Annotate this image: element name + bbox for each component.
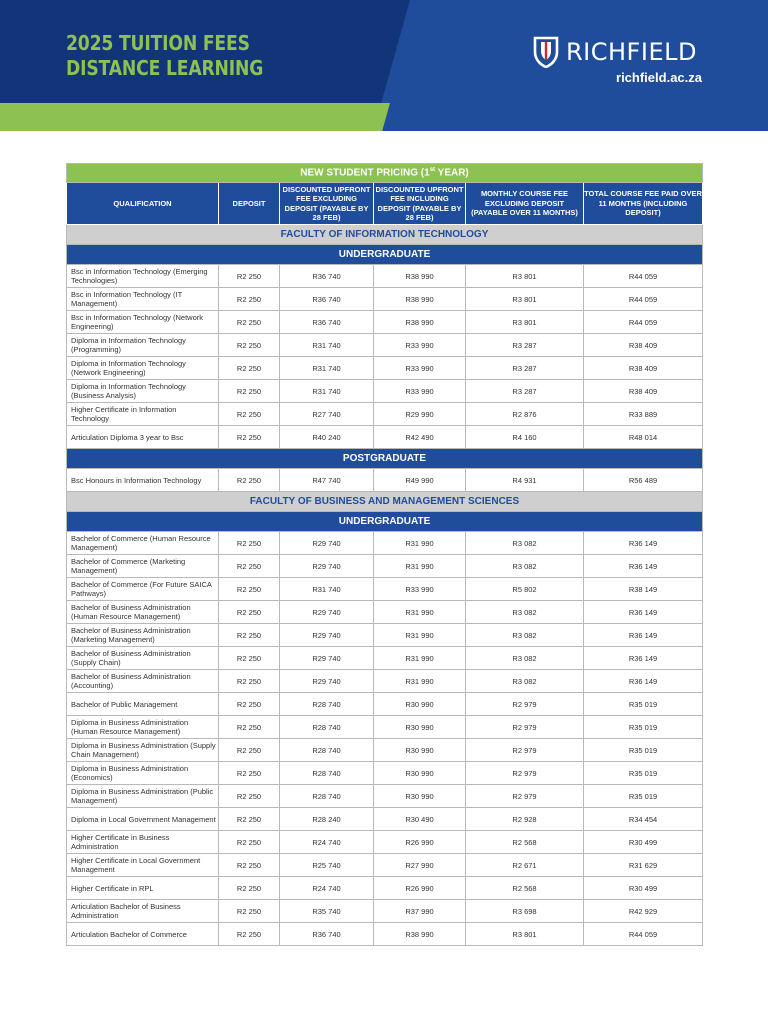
upfront-excl-cell: R28 240: [280, 808, 374, 831]
upfront-excl-cell: R36 740: [280, 311, 374, 334]
col-header-qualification: QUALIFICATION: [67, 183, 219, 225]
total-fee-cell: R38 409: [584, 334, 703, 357]
total-fee-cell: R33 889: [584, 403, 703, 426]
upfront-excl-cell: R28 740: [280, 739, 374, 762]
qualification-cell: Bsc in Information Technology (IT Management): [67, 288, 219, 311]
monthly-fee-cell: R2 979: [466, 762, 584, 785]
qualification-cell: Bachelor of Commerce (Human Resource Management): [67, 532, 219, 555]
table-row: [67, 555, 703, 578]
total-fee-cell: R36 149: [584, 555, 703, 578]
table-row: [67, 647, 703, 670]
monthly-fee-cell: R3 801: [466, 923, 584, 946]
upfront-excl-cell: R31 740: [280, 380, 374, 403]
table-row: [67, 265, 703, 288]
table-row: [67, 334, 703, 357]
table-row: [67, 670, 703, 693]
monthly-fee-cell: R3 801: [466, 288, 584, 311]
total-fee-cell: R42 929: [584, 900, 703, 923]
upfront-incl-cell: R31 990: [374, 601, 466, 624]
table-row: [67, 785, 703, 808]
total-fee-cell: R35 019: [584, 739, 703, 762]
upfront-incl-cell: R29 990: [374, 403, 466, 426]
monthly-fee-cell: R3 801: [466, 311, 584, 334]
table-row: [67, 808, 703, 831]
table-row: [67, 469, 703, 492]
monthly-fee-cell: R4 931: [466, 469, 584, 492]
upfront-excl-cell: R31 740: [280, 357, 374, 380]
qualification-cell: Bachelor of Business Administration (Supply Chain): [67, 647, 219, 670]
pricing-banner-main: NEW STUDENT PRICING (1: [300, 167, 430, 179]
table-row: [67, 831, 703, 854]
upfront-incl-cell: R31 990: [374, 670, 466, 693]
deposit-cell: R2 250: [219, 739, 280, 762]
monthly-fee-cell: R3 287: [466, 334, 584, 357]
monthly-fee-cell: R5 802: [466, 578, 584, 601]
deposit-cell: R2 250: [219, 265, 280, 288]
deposit-cell: R2 250: [219, 601, 280, 624]
deposit-cell: R2 250: [219, 831, 280, 854]
table-row: [67, 900, 703, 923]
upfront-excl-cell: R36 740: [280, 265, 374, 288]
pricing-banner-superscript: st: [429, 167, 436, 174]
upfront-excl-cell: R24 740: [280, 831, 374, 854]
total-fee-cell: R36 149: [584, 624, 703, 647]
upfront-incl-cell: R38 990: [374, 265, 466, 288]
upfront-incl-cell: R31 990: [374, 532, 466, 555]
upfront-excl-cell: R40 240: [280, 426, 374, 449]
level-row: [67, 245, 703, 265]
total-fee-cell: R35 019: [584, 785, 703, 808]
column-header-row: [67, 183, 703, 225]
deposit-cell: R2 250: [219, 624, 280, 647]
faculty-row: [67, 492, 703, 512]
table-banner-row: [67, 164, 703, 183]
qualification-cell: Bsc in Information Technology (Network Engineering): [67, 311, 219, 334]
monthly-fee-cell: R2 876: [466, 403, 584, 426]
qualification-cell: Higher Certificate in RPL: [67, 877, 219, 900]
upfront-excl-cell: R29 740: [280, 532, 374, 555]
upfront-incl-cell: R33 990: [374, 334, 466, 357]
upfront-excl-cell: R29 740: [280, 670, 374, 693]
col-header-deposit: DEPOSIT: [219, 183, 280, 225]
upfront-incl-cell: R33 990: [374, 380, 466, 403]
monthly-fee-cell: R3 082: [466, 624, 584, 647]
deposit-cell: R2 250: [219, 426, 280, 449]
deposit-cell: R2 250: [219, 808, 280, 831]
qualification-cell: Articulation Bachelor of Commerce: [67, 923, 219, 946]
qualification-cell: Diploma in Local Government Management: [67, 808, 219, 831]
shield-icon: [533, 36, 559, 68]
fees-table-body: [67, 164, 703, 946]
level-heading: POSTGRADUATE: [67, 449, 703, 469]
col-header-upfront-excl: DISCOUNTED UPFRONT FEE EXCLUDING DEPOSIT (PAYABLE BY 28 FEB): [280, 183, 374, 225]
website-link[interactable]: richfield.ac.za: [616, 70, 702, 85]
upfront-excl-cell: R31 740: [280, 334, 374, 357]
upfront-excl-cell: R47 740: [280, 469, 374, 492]
upfront-incl-cell: R31 990: [374, 555, 466, 578]
faculty-heading: FACULTY OF BUSINESS AND MANAGEMENT SCIENCES: [67, 492, 703, 512]
upfront-excl-cell: R27 740: [280, 403, 374, 426]
upfront-excl-cell: R25 740: [280, 854, 374, 877]
upfront-incl-cell: R49 990: [374, 469, 466, 492]
qualification-cell: Bachelor of Business Administration (Marketing Management): [67, 624, 219, 647]
upfront-excl-cell: R29 740: [280, 601, 374, 624]
title-line-2: DISTANCE LEARNING: [66, 56, 264, 80]
table-row: [67, 426, 703, 449]
qualification-cell: Bachelor of Business Administration (Accounting): [67, 670, 219, 693]
upfront-excl-cell: R29 740: [280, 624, 374, 647]
deposit-cell: R2 250: [219, 469, 280, 492]
total-fee-cell: R44 059: [584, 265, 703, 288]
total-fee-cell: R56 489: [584, 469, 703, 492]
table-row: [67, 877, 703, 900]
upfront-incl-cell: R27 990: [374, 854, 466, 877]
deposit-cell: R2 250: [219, 762, 280, 785]
monthly-fee-cell: R2 979: [466, 785, 584, 808]
richfield-logo: [533, 36, 697, 68]
total-fee-cell: R30 499: [584, 831, 703, 854]
upfront-incl-cell: R42 490: [374, 426, 466, 449]
total-fee-cell: R36 149: [584, 532, 703, 555]
monthly-fee-cell: R3 082: [466, 532, 584, 555]
qualification-cell: Diploma in Business Administration (Public Management): [67, 785, 219, 808]
monthly-fee-cell: R2 979: [466, 716, 584, 739]
total-fee-cell: R36 149: [584, 601, 703, 624]
upfront-excl-cell: R24 740: [280, 877, 374, 900]
upfront-excl-cell: R31 740: [280, 578, 374, 601]
deposit-cell: R2 250: [219, 532, 280, 555]
upfront-excl-cell: R36 740: [280, 923, 374, 946]
title-line-1: 2025 TUITION FEES: [66, 31, 250, 55]
qualification-cell: Higher Certificate in Business Administration: [67, 831, 219, 854]
total-fee-cell: R35 019: [584, 693, 703, 716]
deposit-cell: R2 250: [219, 647, 280, 670]
monthly-fee-cell: R2 568: [466, 877, 584, 900]
page-title: [66, 31, 263, 81]
total-fee-cell: R36 149: [584, 647, 703, 670]
table-row: [67, 762, 703, 785]
table-row: [67, 288, 703, 311]
qualification-cell: Diploma in Information Technology (Programming): [67, 334, 219, 357]
total-fee-cell: R48 014: [584, 426, 703, 449]
total-fee-cell: R38 409: [584, 357, 703, 380]
monthly-fee-cell: R2 979: [466, 739, 584, 762]
qualification-cell: Articulation Bachelor of Business Administration: [67, 900, 219, 923]
fees-table: [66, 163, 703, 946]
deposit-cell: R2 250: [219, 854, 280, 877]
upfront-incl-cell: R30 990: [374, 716, 466, 739]
monthly-fee-cell: R3 287: [466, 357, 584, 380]
monthly-fee-cell: R4 160: [466, 426, 584, 449]
table-row: [67, 624, 703, 647]
upfront-incl-cell: R31 990: [374, 624, 466, 647]
deposit-cell: R2 250: [219, 877, 280, 900]
total-fee-cell: R38 409: [584, 380, 703, 403]
monthly-fee-cell: R3 082: [466, 555, 584, 578]
table-row: [67, 739, 703, 762]
deposit-cell: R2 250: [219, 785, 280, 808]
table-row: [67, 380, 703, 403]
qualification-cell: Bachelor of Commerce (Marketing Management): [67, 555, 219, 578]
deposit-cell: R2 250: [219, 923, 280, 946]
table-row: [67, 716, 703, 739]
upfront-excl-cell: R29 740: [280, 647, 374, 670]
upfront-excl-cell: R28 740: [280, 716, 374, 739]
total-fee-cell: R36 149: [584, 670, 703, 693]
monthly-fee-cell: R3 801: [466, 265, 584, 288]
table-row: [67, 854, 703, 877]
col-header-total: TOTAL COURSE FEE PAID OVER 11 MONTHS (INCLUDING DEPOSIT): [584, 183, 703, 225]
col-header-upfront-incl: DISCOUNTED UPFRONT FEE INCLUDING DEPOSIT (PAYABLE BY 28 FEB): [374, 183, 466, 225]
upfront-excl-cell: R36 740: [280, 288, 374, 311]
level-row: [67, 449, 703, 469]
table-row: [67, 532, 703, 555]
level-row: [67, 512, 703, 532]
upfront-incl-cell: R30 990: [374, 739, 466, 762]
total-fee-cell: R35 019: [584, 716, 703, 739]
upfront-excl-cell: R28 740: [280, 785, 374, 808]
monthly-fee-cell: R3 082: [466, 670, 584, 693]
qualification-cell: Bachelor of Commerce (For Future SAICA Pathways): [67, 578, 219, 601]
qualification-cell: Diploma in Business Administration (Human Resource Management): [67, 716, 219, 739]
faculty-heading: FACULTY OF INFORMATION TECHNOLOGY: [67, 225, 703, 245]
level-heading: UNDERGRADUATE: [67, 245, 703, 265]
total-fee-cell: R34 454: [584, 808, 703, 831]
upfront-incl-cell: R33 990: [374, 357, 466, 380]
monthly-fee-cell: R3 082: [466, 601, 584, 624]
deposit-cell: R2 250: [219, 380, 280, 403]
deposit-cell: R2 250: [219, 357, 280, 380]
table-row: [67, 311, 703, 334]
upfront-incl-cell: R38 990: [374, 311, 466, 334]
total-fee-cell: R44 059: [584, 311, 703, 334]
monthly-fee-cell: R2 568: [466, 831, 584, 854]
table-row: [67, 601, 703, 624]
level-heading: UNDERGRADUATE: [67, 512, 703, 532]
monthly-fee-cell: R2 928: [466, 808, 584, 831]
upfront-incl-cell: R38 990: [374, 288, 466, 311]
qualification-cell: Diploma in Information Technology (Network Engineering): [67, 357, 219, 380]
upfront-incl-cell: R31 990: [374, 647, 466, 670]
upfront-incl-cell: R30 990: [374, 762, 466, 785]
qualification-cell: Diploma in Business Administration (Economics): [67, 762, 219, 785]
monthly-fee-cell: R3 287: [466, 380, 584, 403]
total-fee-cell: R44 059: [584, 288, 703, 311]
deposit-cell: R2 250: [219, 716, 280, 739]
qualification-cell: Articulation Diploma 3 year to Bsc: [67, 426, 219, 449]
upfront-incl-cell: R30 990: [374, 693, 466, 716]
qualification-cell: Bachelor of Public Management: [67, 693, 219, 716]
table-row: [67, 357, 703, 380]
upfront-incl-cell: R38 990: [374, 923, 466, 946]
faculty-row: [67, 225, 703, 245]
upfront-incl-cell: R26 990: [374, 877, 466, 900]
deposit-cell: R2 250: [219, 334, 280, 357]
table-row: [67, 403, 703, 426]
upfront-incl-cell: R37 990: [374, 900, 466, 923]
total-fee-cell: R38 149: [584, 578, 703, 601]
deposit-cell: R2 250: [219, 670, 280, 693]
total-fee-cell: R31 629: [584, 854, 703, 877]
table-row: [67, 923, 703, 946]
deposit-cell: R2 250: [219, 288, 280, 311]
upfront-excl-cell: R28 740: [280, 762, 374, 785]
monthly-fee-cell: R3 698: [466, 900, 584, 923]
upfront-incl-cell: R26 990: [374, 831, 466, 854]
qualification-cell: Diploma in Business Administration (Supply Chain Management): [67, 739, 219, 762]
total-fee-cell: R44 059: [584, 923, 703, 946]
qualification-cell: Bsc Honours in Information Technology: [67, 469, 219, 492]
monthly-fee-cell: R2 979: [466, 693, 584, 716]
qualification-cell: Bachelor of Business Administration (Human Resource Management): [67, 601, 219, 624]
qualification-cell: Bsc in Information Technology (Emerging Technologies): [67, 265, 219, 288]
upfront-excl-cell: R28 740: [280, 693, 374, 716]
table-row: [67, 578, 703, 601]
upfront-incl-cell: R33 990: [374, 578, 466, 601]
header-accent-stripe: [0, 103, 390, 131]
monthly-fee-cell: R2 671: [466, 854, 584, 877]
deposit-cell: R2 250: [219, 693, 280, 716]
deposit-cell: R2 250: [219, 311, 280, 334]
qualification-cell: Higher Certificate in Local Government Management: [67, 854, 219, 877]
deposit-cell: R2 250: [219, 403, 280, 426]
deposit-cell: R2 250: [219, 900, 280, 923]
pricing-banner-tail: YEAR): [435, 167, 469, 179]
upfront-incl-cell: R30 990: [374, 785, 466, 808]
brand-name: RICHFIELD: [566, 38, 697, 66]
table-row: [67, 693, 703, 716]
qualification-cell: Diploma in Information Technology (Business Analysis): [67, 380, 219, 403]
pricing-banner: [67, 164, 703, 183]
deposit-cell: R2 250: [219, 578, 280, 601]
upfront-excl-cell: R29 740: [280, 555, 374, 578]
upfront-excl-cell: R35 740: [280, 900, 374, 923]
deposit-cell: R2 250: [219, 555, 280, 578]
total-fee-cell: R30 499: [584, 877, 703, 900]
col-header-monthly: MONTHLY COURSE FEE EXCLUDING DEPOSIT (PAYABLE OVER 11 MONTHS): [466, 183, 584, 225]
total-fee-cell: R35 019: [584, 762, 703, 785]
monthly-fee-cell: R3 082: [466, 647, 584, 670]
upfront-incl-cell: R30 490: [374, 808, 466, 831]
qualification-cell: Higher Certificate in Information Technology: [67, 403, 219, 426]
